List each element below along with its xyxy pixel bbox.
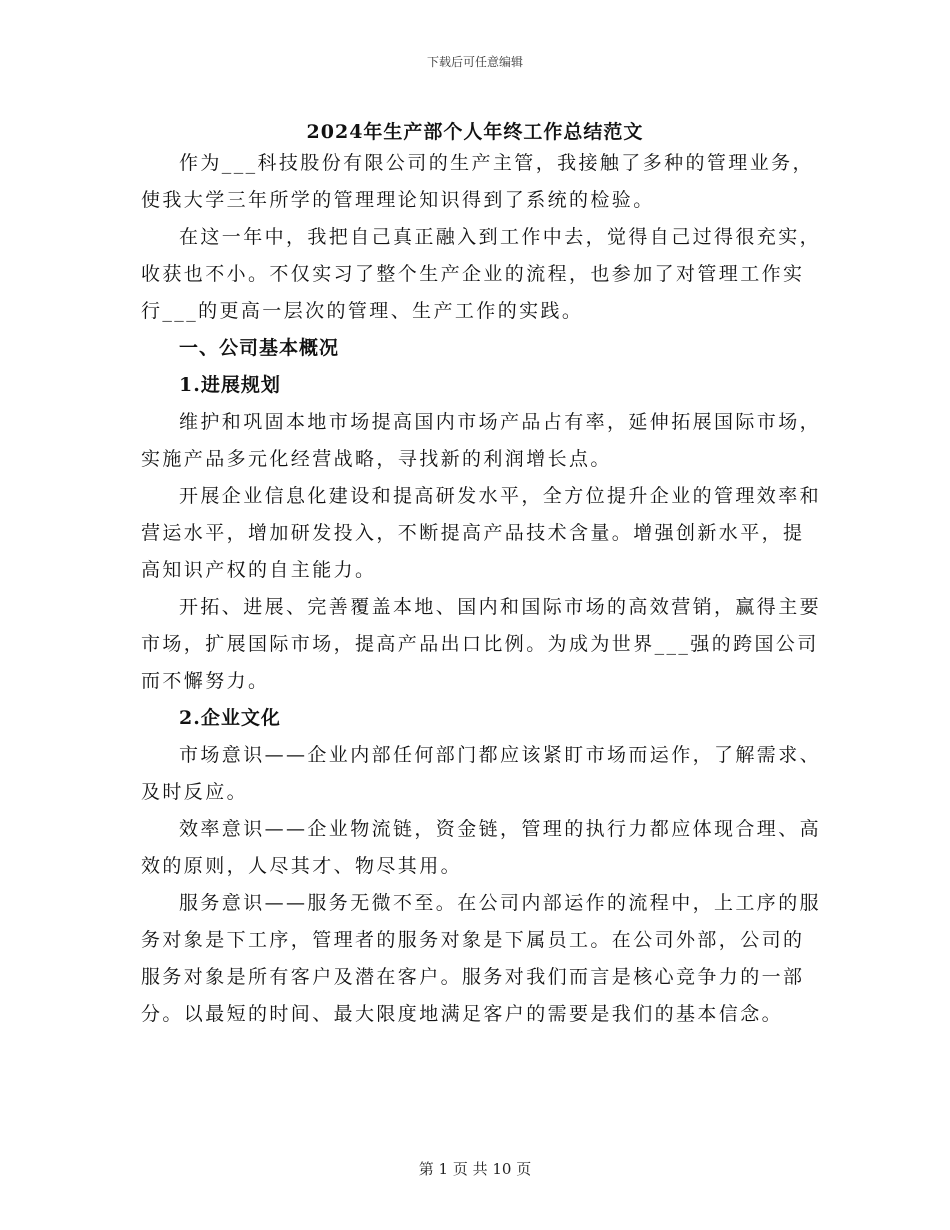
page-footer: 第 1 页 共 10 页 [418, 1160, 532, 1178]
paragraph-efficiency-awareness: 效率意识——企业物流链，资金链，管理的执行力都应体现合理、高效的原则，人尽其才、物尽其用。 [141, 818, 822, 877]
section-heading-company-overview: 一、公司基本概况 [179, 337, 340, 359]
subheading-development-plan: 1.进展规划 [179, 374, 281, 396]
document-body [141, 145, 821, 1033]
paragraph-intro: 作为___科技股份有限公司的生产主管，我接触了多种的管理业务，使我大学三年所学的管理理论知识得到了系统的检验。 [141, 152, 814, 211]
paragraph-market: 维护和巩固本地市场提高国内市场产品占有率，延伸拓展国际市场，实施产品多元化经营战略，寻找新的利润增长点。 [141, 411, 822, 470]
paragraph-year-summary: 在这一年中，我把自己真正融入到工作中去，觉得自己过得很充实，收获也不小。不仅实习了整个生产企业的流程，也参加了对管理工作实行___的更高一层次的管理、生产工作的实践。 [141, 226, 822, 322]
paragraph-expansion: 开拓、进展、完善覆盖本地、国内和国际市场的高效营销，赢得主要市场，扩展国际市场，提高产品出口比例。为成为世界___强的跨国公司而不懈努力。 [141, 596, 822, 692]
document-title: 2024年生产部个人年终工作总结范文 [306, 121, 644, 143]
page-header: 下载后可任意编辑 [426, 55, 523, 69]
subheading-corporate-culture: 2.企业文化 [179, 707, 281, 729]
paragraph-service-awareness: 服务意识——服务无微不至。在公司内部运作的流程中，上工序的服务对象是下工序，管理者的服务对象是下属员工。在公司外部，公司的服务对象是所有客户及潜在客户。服务对我们而言是核心竞争力的一部分。以最短的时间、最大限度地满足客户的需要是我们的基本信念。 [141, 892, 822, 1025]
paragraph-informatization: 开展企业信息化建设和提高研发水平，全方位提升企业的管理效率和营运水平，增加研发投入，不断提高产品技术含量。增强创新水平，提高知识产权的自主能力。 [141, 485, 822, 581]
paragraph-market-awareness: 市场意识——企业内部任何部门都应该紧盯市场而运作，了解需求、及时反应。 [141, 744, 822, 803]
